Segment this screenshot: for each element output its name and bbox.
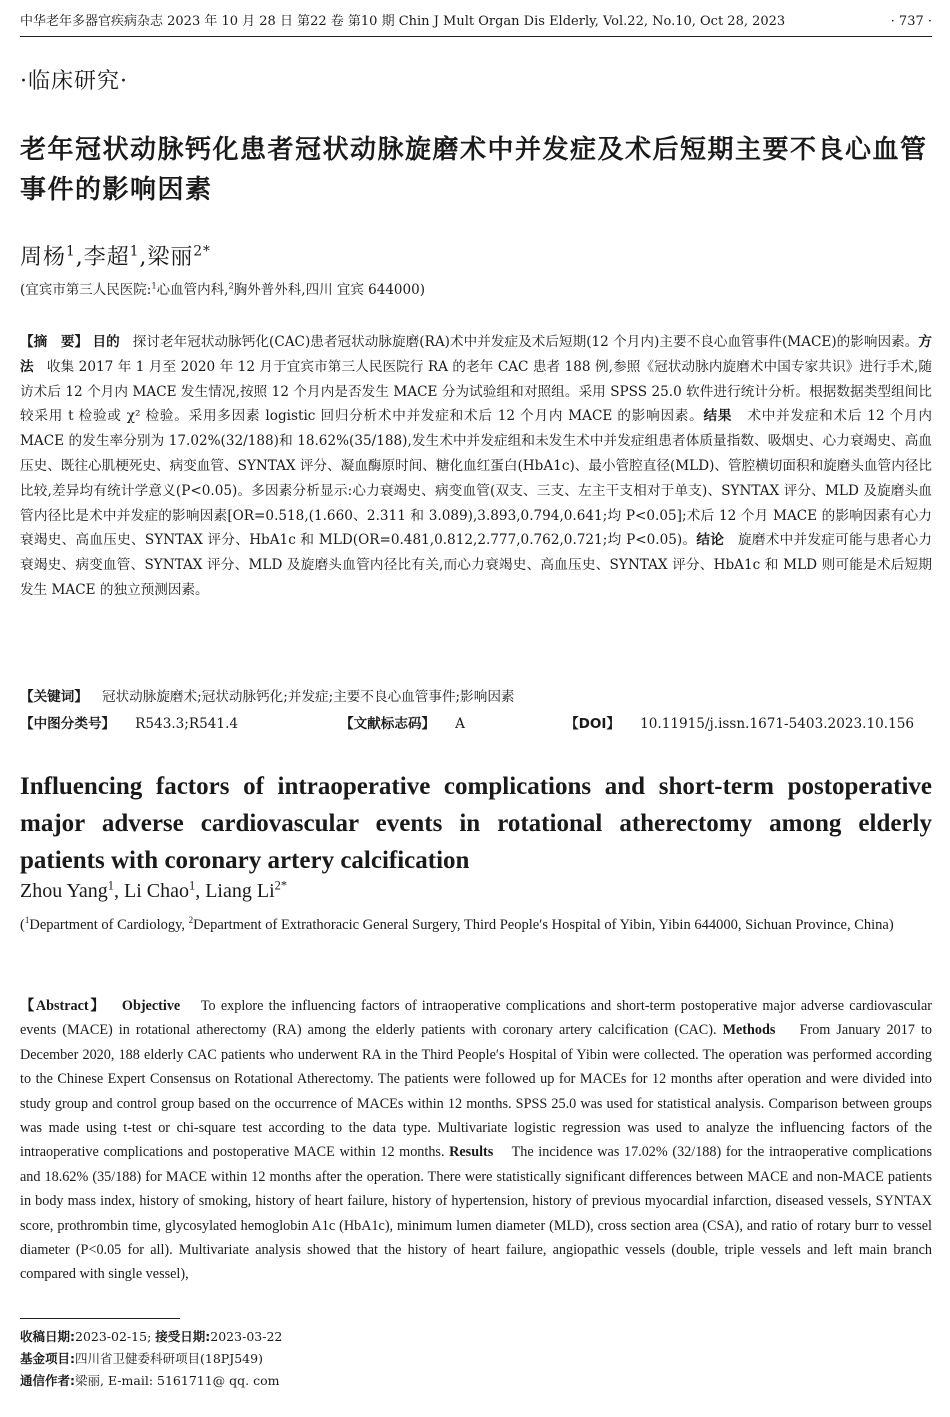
corresponding-label: 通信作者: — [20, 1373, 75, 1388]
keywords-line — [20, 685, 932, 709]
fund-line — [20, 1348, 282, 1370]
objective-text: 探讨老年冠状动脉钙化(CAC)患者冠状动脉旋磨(RA)术中并发症及术后短期(12 个月内)主要不良心血管事件(MACE)的影响因素。 — [132, 334, 919, 350]
affiliation-mark: 2 — [188, 915, 194, 926]
accepted-value: 2023-03-22 — [210, 1329, 283, 1344]
conclusion-text: 旋磨术中并发症可能与患者心力衰竭史、病变血管、SYNTAX 评分、MLD 及旋磨头血管内径比有关,而心力衰竭史、高血压史、SYNTAX 评分、HbA1c 和 MLD 则可能是术后短期发生 MACE 的独立预测因素。 — [20, 532, 932, 598]
footnotes — [20, 1326, 282, 1392]
accepted-label: 接受日期: — [155, 1329, 211, 1344]
chinese-authors: 周杨$^1$,李超$^1$,梁丽$^{2*}$ — [20, 243, 211, 270]
doi-item — [565, 712, 914, 736]
methods-text: 收集 2017 年 1 月至 2020 年 12 月于宜宾市第三人民医院行 RA 的老年 CAC 患者 188 例,参照《冠状动脉内旋磨术中国专家共识》进行手术,随访术后 12 个月内 MACE 发生情况,按照 12 个月内是否发生 MACE 分为试验组和对照组。采用 SPSS 25.0 软件进行统计分析。根据数据类型组间比较采用 t 检验或 χ² 检验。采用多因素 logistic 回归分析术中并发症和术后 12 个月内 MACE 的影响因素。 — [20, 358, 933, 425]
results-label: Results — [449, 1144, 494, 1161]
abstract-label: 【Abstract】 — [20, 998, 107, 1014]
author-name: 梁丽 — [147, 245, 194, 270]
clc-value: R543.3;R541.4 — [135, 716, 239, 732]
journal-info: 中华老年多器官疾病杂志 2023 年 10 月 28 日 第22 卷 第10 期 Chin J Mult Organ Dis Elderly, Vol.22, No.10, Oct 28, 2023 — [20, 14, 786, 29]
author-affiliation-mark: 2* — [274, 878, 288, 893]
methods-label: Methods — [722, 1022, 776, 1039]
keywords-label: 【关键词】 — [20, 689, 88, 705]
objective-text: To explore the influencing factors of intraoperative complications and short-term postoperative major adverse cardiovascular events (MACE) in rotational atherectomy (RA) among the elderly patients with coronary artery calcification (CAC). — [20, 998, 933, 1039]
methods-text: From January 2017 to December 2020, 188 elderly CAC patients who underwent RA in the Third People′s Hospital of Yibin were collected. The operation was performed according to the Chinese Expert Consensus on Rotational Atherectomy. The patients were followed up for MACEs for 12 months after operation and were divided into study group and control group based on the occurrence of MACEs within 12 months. SPSS 25.0 was used for statistical analysis. Comparison between groups was made using t-test or chi-square test according to the data type. Multivariate logistic regression was used to analyze the influencing factors of the intraoperative complications and postoperative MACE within 12 months. — [20, 1022, 933, 1161]
keywords-text: 冠状动脉旋磨术;冠状动脉钙化;并发症;主要不良心血管事件;影响因素 — [101, 689, 515, 705]
abstract-label: 【摘 要】 — [20, 334, 89, 350]
corresponding-value: 梁丽, E-mail: 5161711@ qq. com — [75, 1373, 280, 1388]
affiliation-mark: 1 — [24, 915, 30, 926]
english-abstract — [20, 994, 932, 1287]
doi-value: 10.11915/j.issn.1671-5403.2023.10.156 — [640, 716, 915, 732]
objective-label: 目的 — [92, 334, 120, 350]
section-label: ·临床研究· — [20, 69, 128, 94]
classification-line — [20, 712, 932, 736]
clc-label: 【中图分类号】 — [20, 716, 116, 732]
objective-label: Objective — [121, 998, 181, 1014]
results-text: 术中并发症和术后 12 个月内 MACE 的发生率分别为 17.02%(32/188)和 18.62%(35/188),发生术中并发症组和未发生术中并发症组患者体质量指数、吸烟史、心力衰竭史、高血压史、既往心肌梗死史、病变血管、SYNTAX 评分、凝血酶原时间、糖化血红蛋白(HbA1c)、最小管腔直径(MLD)、管腔横切面积和旋磨头血管内径比比较,差异均有统计学意义(P<0.05)。多因素分析显示:心力衰竭史、病变血管(双支、三支、左主干支相对于单支)、SYNTAX 评分、MLD 及旋磨头血管内径比是术中并发症的影响因素[OR=0.518,(1.660、2.311 和 3.089),3.893,0.794,0.641;均 P<0.05];术后 12 个月 MACE 的影响因素有心力衰竭史、高血压史、SYNTAX 评分、HbA1c 和 MLD(OR=0.481,0.812,2.777,0.762,0.721;均 P<0.05)。 — [20, 408, 932, 549]
doc-code-value: A — [455, 716, 465, 732]
received-value: 2023-02-15; — [75, 1329, 152, 1344]
author-name: Zhou Yang — [20, 880, 108, 902]
doi-label: 【DOI】 — [565, 716, 621, 732]
results-text: The incidence was 17.02% (32/188) for the intraoperative complications and 18.62% (35/188) for MACE within 12 months after the operation. There were statistically significant differences between MACE and non-MACE patients in body mass index, history of smoking, history of heart failure, history of hypertension, history of previous myocardial infarction, diseased vessels, SYNTAX score, prothrombin time, glycosylated hemoglobin A1c (HbA1c), minimum lumen diameter (MLD), cross section area (CSA), and ratio of rotary burr to vessel diameter (P<0.05 for all). Multivariate analysis showed that the history of heart failure, angiopathic vessels (double, triple vessels and left main branch compared with single vessel), — [20, 1144, 932, 1283]
conclusion-label: 结论 — [696, 532, 725, 549]
english-title: Influencing factors of intraoperative complications and short-term postoperative major adverse cardiovascular events in rotational atherectomy among elderly patients with coronary artery calcification — [20, 773, 932, 874]
received-label: 收稿日期: — [20, 1329, 75, 1344]
affiliation-dept: 心血管内科, — [156, 282, 229, 298]
english-affiliation: ($^1$Department of Cardiology, $^2$Department of Extrathoracic General Surgery, Third People′s Hospital of Yibin, Yibin 644000, Sichuan Province, China) — [20, 915, 894, 933]
english-authors: Zhou Yang$^1$, Li Chao$^1$, Liang $Li^{2*}$ — [20, 878, 288, 902]
corresponding-author-line — [20, 1370, 282, 1392]
chinese-affiliation — [20, 278, 425, 298]
methods-label: 方法 — [20, 334, 933, 375]
dates-line — [20, 1326, 282, 1348]
doc-code-label: 【文献标志码】 — [340, 716, 436, 732]
affiliation-dept: 胸外普外科,四川 宜宾 644000) — [233, 282, 425, 298]
fund-value: 四川省卫健委科研项目(18PJ549) — [75, 1351, 263, 1366]
author-name: Liang Li — [205, 880, 275, 902]
doc-code-item — [340, 712, 465, 736]
author-affiliation-mark: 1 — [189, 878, 196, 893]
author-name: Li Chao — [124, 880, 189, 902]
affiliation-prefix: (宜宾市第三人民医院: — [20, 282, 152, 298]
author-name: 李超 — [83, 245, 130, 270]
chinese-title: 老年冠状动脉钙化患者冠状动脉旋磨术中并发症及术后短期主要不良心血管事件的影响因素 — [20, 135, 928, 205]
chinese-abstract — [20, 330, 932, 603]
affiliation-mark: 2 — [228, 280, 234, 291]
clc-item — [20, 712, 238, 736]
affiliation-dept: Department of Extrathoracic General Surgery, Third People′s Hospital of Yibin, Yibin 644000, Sichuan Province, China) — [193, 917, 894, 933]
affiliation-dept: Department of Cardiology, — [29, 917, 189, 933]
page-number: · 737 · — [890, 14, 932, 29]
results-label: 结果 — [703, 408, 733, 425]
author-affiliation-mark: 1 — [129, 243, 140, 260]
fund-label: 基金项目: — [20, 1351, 75, 1366]
author-affiliation-mark: 1 — [66, 243, 76, 260]
affiliation-mark: 1 — [151, 280, 157, 291]
author-affiliation-mark: 1 — [107, 878, 114, 893]
running-header — [20, 8, 932, 37]
author-name: 周杨 — [20, 245, 67, 270]
footnote-divider — [20, 1318, 180, 1319]
author-affiliation-mark: 2* — [193, 243, 211, 260]
